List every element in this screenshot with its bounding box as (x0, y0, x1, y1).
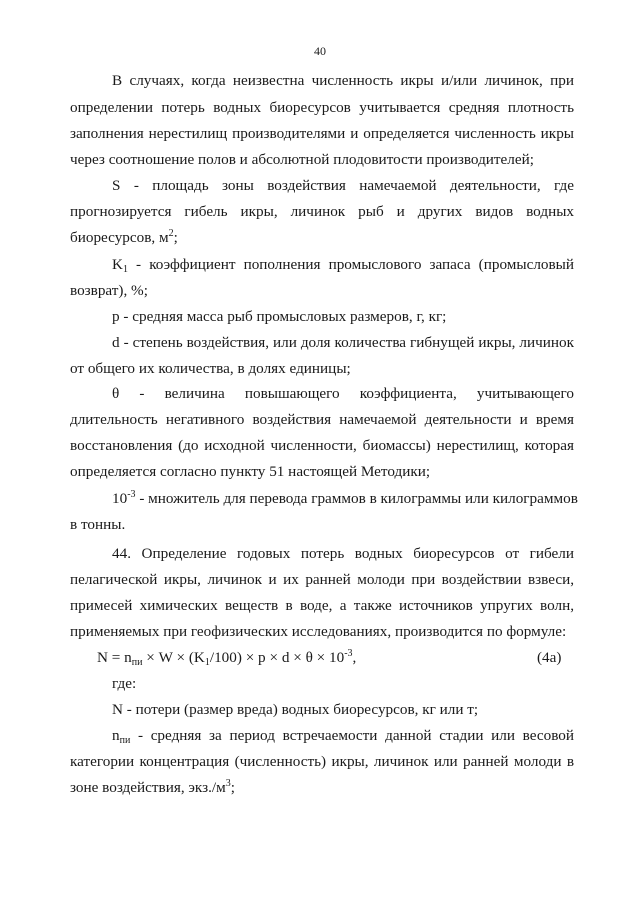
k1-definition-line: возврат), %; (70, 282, 148, 299)
paragraph-line: через соотношение полов и абсолютной плодовитости производителей; (70, 151, 534, 168)
theta-definition-line: восстановления (до исходной численности, биомассы) нерестилищ, которая (70, 437, 574, 454)
formula-number: (4а) (537, 649, 562, 666)
formula-4a: $N = n_{пи} \times W \times (K_1/100) \times p \times d \times \theta \times 10^{-3}$, (97, 648, 357, 668)
theta-definition-line: θ - величина повышающего коэффициента, учитывающего (112, 385, 574, 402)
npi-definition-line: категории концентрация (численность) икры, личинок или ранней молоди в (70, 753, 574, 770)
paragraph-44-line: примесей химических веществ в воде, а также источников упругих волн, (70, 597, 574, 614)
multiplier-definition-line: в тонны. (70, 516, 126, 533)
paragraph-44-line: применяемых при геофизических исследованиях, производится по формуле: (70, 623, 567, 640)
paragraph-44-line: 44. Определение годовых потерь водных биоресурсов от гибели (112, 545, 574, 562)
s-definition-line: биоресурсов, $м^2$; (70, 228, 178, 246)
d-definition-line: d - степень воздействия, или доля количества гибнущей икры, личинок (112, 334, 574, 351)
s-definition-line: S - площадь зоны воздействия намечаемой деятельности, где (112, 177, 574, 194)
page-number: 40 (314, 44, 326, 58)
paragraph-44-line: пелагической икры, личинок и их ранней молоди при воздействии взвеси, (70, 571, 574, 588)
multiplier-definition-line: $10^{-3}$ - множитель для перевода граммов в килограммы или килограммов (112, 489, 578, 507)
where-label: где: (112, 675, 137, 692)
npi-definition-line: зоне воздействия, $экз./м^3$; (70, 778, 235, 796)
d-definition-line: от общего их количества, в долях единицы; (70, 360, 351, 377)
p-definition-line: р - средняя масса рыб промысловых размеров, г, кг; (112, 308, 447, 325)
paragraph-line: заполнения нерестилищ производителями и определяется численность икры (70, 125, 574, 142)
paragraph-line: В случаях, когда неизвестна численность икры и/или личинок, при (112, 72, 574, 89)
k1-definition-line: $K_1$ - коэффициент пополнения промыслового запаса (промысловый (112, 256, 574, 275)
theta-definition-line: определяется согласно пункту 51 настоящей Методики; (70, 463, 431, 480)
s-definition-line: прогнозируется гибель икры, личинок рыб и других видов водных (70, 203, 574, 220)
n-definition-line: N - потери (размер вреда) водных биоресурсов, кг или т; (112, 701, 479, 718)
npi-definition-line: $n_{пи}$ - средняя за период встречаемости данной стадии или весовой (112, 727, 574, 746)
theta-definition-line: длительность негативного воздействия намечаемой деятельности и время (70, 411, 574, 428)
paragraph-line: определении потерь водных биоресурсов учитывается средняя плотность (70, 99, 574, 116)
